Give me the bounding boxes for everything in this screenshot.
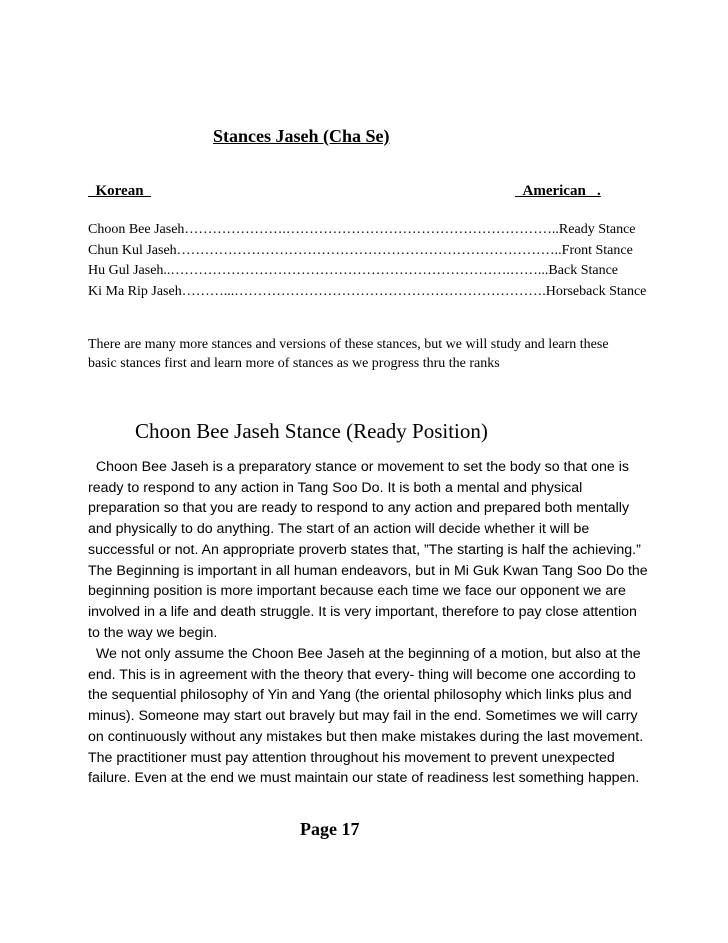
stance-row-horseback: Ki Ma Rip Jaseh………...………………………………………………………….Horseback Stance: [88, 283, 647, 299]
column-header-american: American .: [515, 183, 601, 199]
stance-list: [88, 220, 646, 302]
stance-row-back: Hu Gul Jaseh..……………………………………………………………….……...Back Stance: [88, 263, 619, 278]
column-header-korean: Korean: [88, 183, 152, 199]
body-paragraph-2: We not only assume the Choon Bee Jaseh at the beginning of a motion, but also at the end. This is in agreement with the theory that every- thing will become one according to the sequential philosophy of Yin and Yang (the oriental philosophy which links plus and minus). Someone may start out bravely but may fail in the end. Sometimes we will carry on continuously without any mistakes but then make mistakes during the last movement. The practitioner must pay attention throughout his movement to prevent unexpected failure. Even at the end we must maintain our state of readiness lest something happen.: [88, 646, 644, 787]
page-number: Page 17: [300, 819, 360, 839]
intro-paragraph: There are many more stances and versions of these stances, but we will study and learn these basic stances first and learn more of stances as we progress thru the ranks: [88, 337, 609, 371]
stance-row-front: Chun Kul Jaseh………………………………………………………………………..Front Stance: [88, 242, 633, 258]
section-heading: Choon Bee Jaseh Stance (Ready Position): [135, 419, 488, 443]
page-title: Stances Jaseh (Cha Se): [213, 126, 390, 146]
body-paragraph-1: Choon Bee Jaseh is a preparatory stance or movement to set the body so that one is ready to respond to any action in Tang Soo Do. It is both a mental and physical preparation so that you are ready to respond to any action and prepared both mentally and physically to do anything. The start of an action will decide whether it will be successful or not. An appropriate proverb states that, ”The starting is half the achieving.” The Beginning is important in all human endeavors, but in Mi Guk Kwan Tang Soo Do the beginning position is more important because each time we face our opponent we are involved in a life and death struggle. It is very important, therefore to pay close attention to the way we begin.: [88, 459, 648, 641]
stance-row-ready: Choon Bee Jaseh………………….…………………………………………………..Ready Stance: [88, 222, 636, 237]
